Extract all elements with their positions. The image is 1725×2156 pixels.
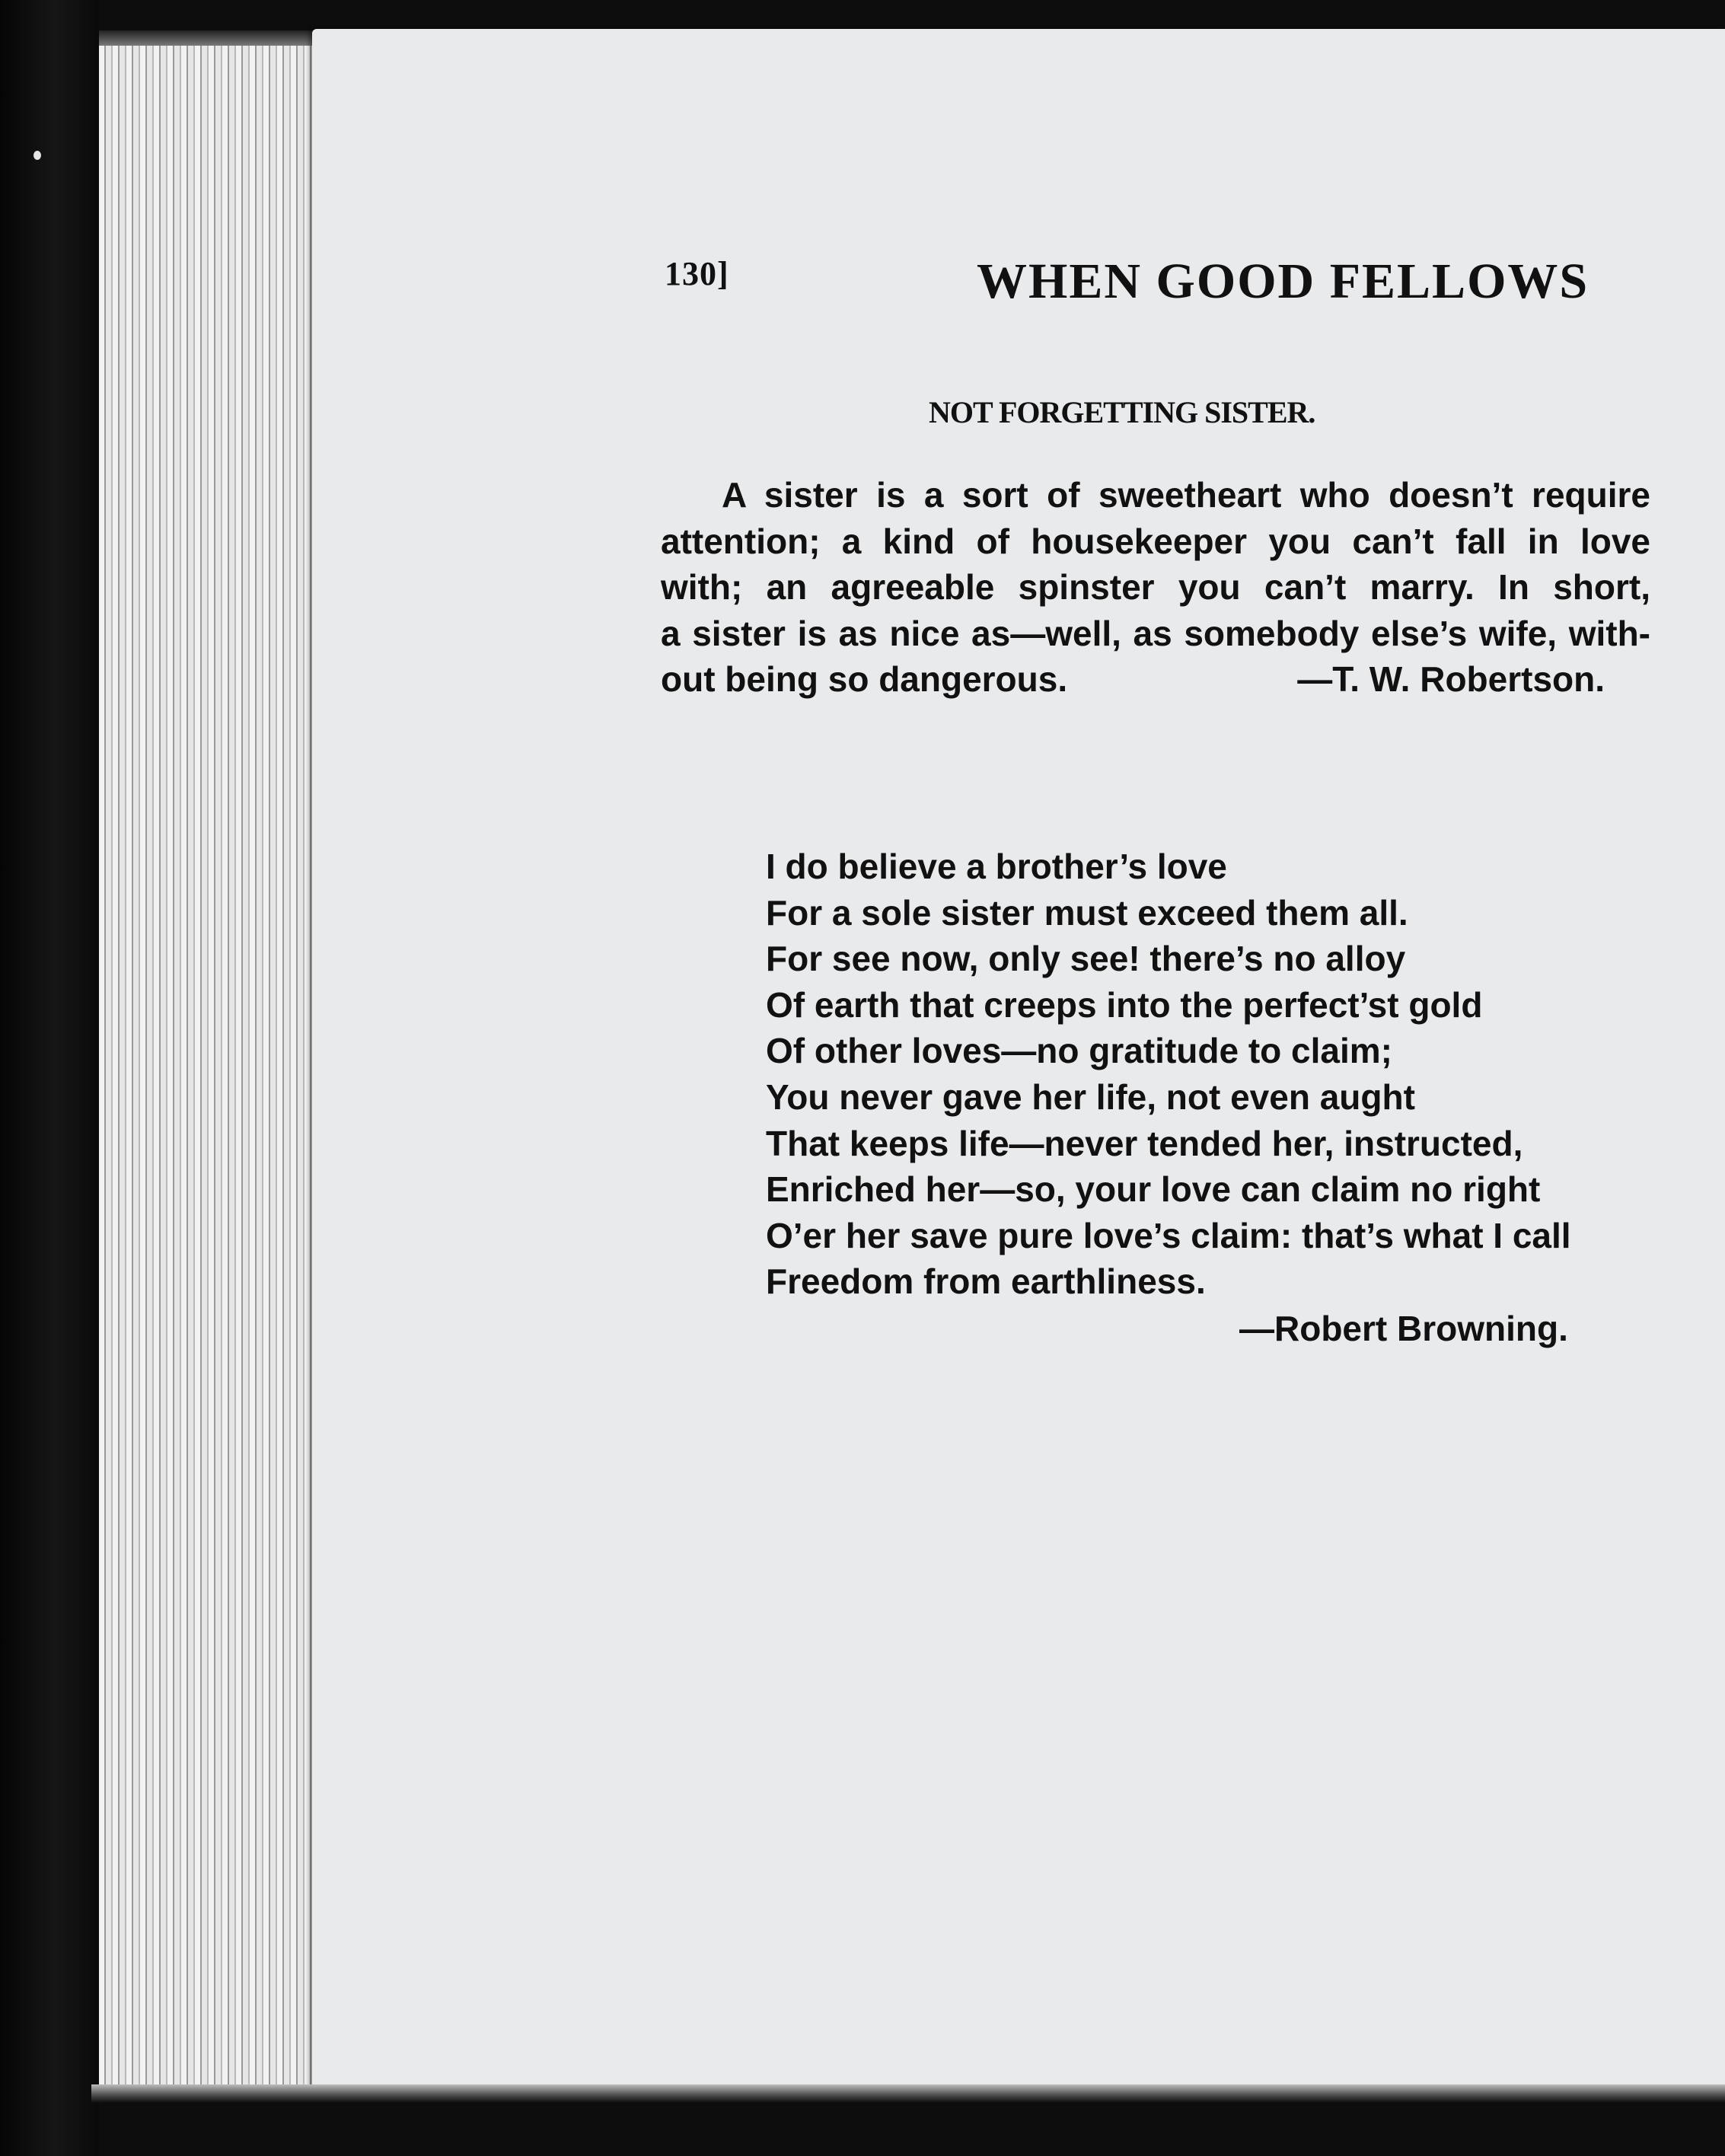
poem-line: Of other loves—no gratitude to claim; xyxy=(766,1031,1392,1071)
poem-line: Of earth that creeps into the perfect’st gold xyxy=(766,984,1483,1025)
page-number: 130] xyxy=(665,255,729,292)
prose-last-line xyxy=(661,656,1650,703)
running-title: WHEN GOOD FELLOWS xyxy=(977,254,1589,309)
poem-line: That keeps life—never tended her, instructed, xyxy=(766,1123,1523,1163)
section-title: NOT FORGETTING SISTER. xyxy=(929,395,1315,429)
prose-paragraph xyxy=(661,472,1650,703)
prose-line: a sister is as nice as—well, as somebody else’s wife, with- xyxy=(661,613,1650,653)
prose-line: A sister is a sort of sweetheart who doesn’t require xyxy=(722,475,1650,515)
prose-attribution: —T. W. Robertson. xyxy=(1297,659,1605,699)
poem-line: For see now, only see! there’s no alloy xyxy=(766,939,1406,979)
poem-line: Freedom from earthliness. xyxy=(766,1261,1206,1302)
prose-line: with; an agreeable spinster you can’t marry. In short, xyxy=(661,567,1650,607)
poem-attribution: —Robert Browning. xyxy=(1239,1309,1568,1348)
poem-line: O’er her save pure love’s claim: that’s what I call xyxy=(766,1215,1571,1255)
poem-line: You never gave her life, not even aught xyxy=(766,1076,1415,1117)
poem-line: Enriched her—so, your love can claim no right xyxy=(766,1169,1541,1210)
poem xyxy=(766,844,1571,1305)
poem-line: For a sole sister must exceed them all. xyxy=(766,892,1408,933)
prose-line: attention; a kind of housekeeper you can’t fall in love xyxy=(661,521,1650,561)
prose-line: out being so dangerous. xyxy=(661,659,1068,699)
poem-line: I do believe a brother’s love xyxy=(766,847,1227,886)
